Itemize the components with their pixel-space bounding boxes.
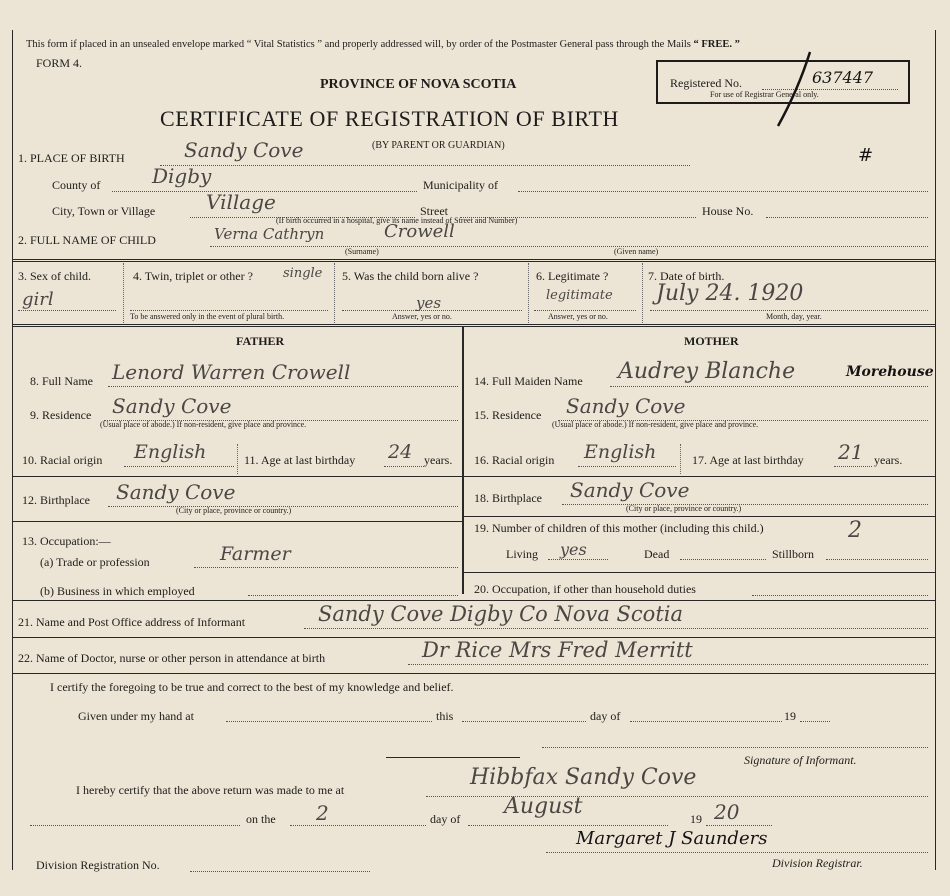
year-line (800, 721, 830, 722)
facts-divider-2 (334, 263, 335, 323)
father-birthplace-rule (12, 521, 462, 522)
child-name-line (210, 246, 928, 247)
father-age-label: 11. Age at last birthday (244, 453, 356, 467)
sex-line (18, 310, 116, 311)
mother-age-value: 21 (838, 440, 864, 464)
doctor-value: Dr Rice Mrs Fred Merritt (422, 638, 693, 662)
child-given-name-value: Verna Cathryn (214, 225, 325, 243)
father-birthplace-note: (City or place, province or country.) (176, 506, 292, 515)
mother-birthplace-rule (462, 516, 935, 517)
father-name-line (108, 386, 458, 387)
stillborn-line (826, 559, 928, 560)
date-of-birth-label: 7. Date of birth. (648, 269, 725, 283)
mother-age-label: 17. Age at last birthday (692, 453, 804, 467)
twin-label: 4. Twin, triplet or other ? (133, 269, 253, 283)
father-age-value: 24 (388, 441, 413, 463)
parents-top-rule-2 (12, 326, 935, 327)
registrar-title: Division Registrar. (772, 856, 863, 870)
mother-birthplace-line (562, 504, 928, 505)
legitimate-value: legitimate (546, 288, 613, 303)
year-value: 20 (714, 800, 740, 824)
informant-line (304, 628, 928, 629)
on-the-value: 2 (316, 801, 329, 825)
registrar-place-line (426, 796, 928, 797)
twin-line (130, 310, 328, 311)
house-number-line (766, 217, 928, 218)
father-racial-line (124, 466, 234, 467)
father-residence-label: 9. Residence (30, 408, 92, 422)
page-title: CERTIFICATE OF REGISTRATION OF BIRTH (160, 106, 619, 131)
father-birthplace-value: Sandy Cove (116, 480, 236, 504)
form-number: FORM 4. (36, 56, 83, 70)
informant-top-rule (12, 600, 935, 601)
informant-signature-line (542, 747, 928, 748)
father-business-line (248, 595, 458, 596)
mother-years-label: years. (874, 453, 903, 467)
mother-racial-line (578, 466, 676, 467)
mother-name-line (610, 386, 928, 387)
father-racial-rule (12, 476, 462, 477)
place-of-birth-value: Sandy Cove (184, 138, 304, 162)
registrar-place-value: Hibbfax Sandy Cove (470, 765, 697, 790)
date-of-birth-value: July 24. 1920 (656, 281, 804, 306)
on-the-line (290, 825, 426, 826)
place-of-birth-line (160, 165, 690, 166)
street-label: Street (420, 204, 448, 218)
father-age-divider (237, 444, 238, 474)
mother-age-line (834, 466, 872, 467)
right-margin-line (935, 30, 936, 870)
month-value: August (504, 794, 583, 819)
year-line-2 (706, 825, 772, 826)
surname-caption: (Surname) (345, 247, 379, 256)
mother-age-divider (680, 444, 681, 474)
mother-children-value: 2 (848, 518, 862, 543)
father-occupation-label: 13. Occupation:— (22, 534, 111, 548)
father-trade-value: Farmer (220, 543, 291, 565)
twin-value: single (283, 266, 323, 281)
alive-label: 5. Was the child born alive ? (342, 269, 479, 283)
certification-statement: I certify the foregoing to be true and correct to the best of my knowledge and belief. (50, 680, 454, 694)
mother-residence-note: (Usual place of abode.) If non-resident, give place and province. (552, 420, 759, 429)
mother-name-label: 14. Full Maiden Name (474, 374, 583, 388)
this-day-line (462, 721, 586, 722)
year-prefix-2: 19 (690, 812, 702, 826)
mother-racial-label: 16. Racial origin (474, 453, 555, 467)
father-residence-note: (Usual place of abode.) If non-resident, give place and province. (100, 420, 307, 429)
dead-line (680, 559, 766, 560)
division-number-line (190, 871, 370, 872)
province-heading: PROVINCE OF NOVA SCOTIA (320, 77, 517, 92)
alive-value: yes (416, 294, 442, 312)
mother-birthplace-note: (City or place, province or country.) (626, 504, 742, 513)
doctor-line (408, 664, 928, 665)
this-label: this (436, 709, 454, 723)
registrar-use-note: For use of Registrar General only. (710, 90, 819, 99)
alive-note: Answer, yes or no. (392, 312, 452, 321)
informant-label: 21. Name and Post Office address of Informant (18, 615, 246, 629)
page-subtitle: (BY PARENT OR GUARDIAN) (372, 140, 505, 151)
informant-signature-caption: Signature of Informant. (744, 753, 857, 767)
mother-name-extra: Morehouse (846, 364, 934, 380)
doctor-rule (12, 673, 935, 674)
mother-birthplace-label: 18. Birthplace (474, 491, 542, 505)
legitimate-note: Answer, yes or no. (548, 312, 608, 321)
father-name-value: Lenord Warren Crowell (112, 360, 351, 384)
living-value: yes (560, 540, 587, 559)
informant-value: Sandy Cove Digby Co Nova Scotia (318, 602, 683, 626)
on-the-label: on the (246, 812, 276, 826)
father-trade-label: (a) Trade or profession (40, 555, 150, 569)
mother-racial-value: English (584, 441, 657, 463)
county-value: Digby (152, 164, 212, 188)
mother-children-rule (462, 572, 935, 573)
sex-label: 3. Sex of child. (18, 269, 91, 283)
municipality-line (518, 191, 928, 192)
year-prefix: 19 (784, 709, 796, 723)
mail-notice: This form if placed in an unsealed envelope marked “ Vital Statistics ” and properly addressed will, by order of the Postmaster General pass through the Mails “ FREE. ” (26, 39, 740, 50)
father-racial-label: 10. Racial origin (22, 453, 103, 467)
living-label: Living (506, 547, 538, 561)
parents-top-rule (12, 324, 935, 325)
child-surname-value: Crowell (384, 221, 455, 242)
father-years-label: years. (424, 453, 453, 467)
facts-divider-1 (123, 263, 124, 323)
child-name-label: 2. FULL NAME OF CHILD (18, 233, 156, 247)
place-of-birth-label: 1. PLACE OF BIRTH (18, 151, 125, 165)
doctor-label: 22. Name of Doctor, nurse or other person in attendance at birth (18, 651, 326, 665)
city-label: City, Town or Village (52, 204, 156, 218)
sex-value: girl (22, 289, 54, 310)
father-age-line (384, 466, 424, 467)
given-name-caption: (Given name) (614, 247, 659, 256)
municipality-label: Municipality of (423, 178, 498, 192)
mother-residence-value: Sandy Cove (566, 394, 686, 418)
registrar-left-line (30, 825, 240, 826)
legitimate-label: 6. Legitimate ? (536, 269, 609, 283)
facts-top-rule (12, 259, 935, 260)
legitimate-line (534, 310, 636, 311)
facts-divider-3 (528, 263, 529, 323)
registered-label: Registered No. (670, 76, 742, 90)
father-racial-value: English (134, 441, 207, 463)
father-name-label: 8. Full Name (30, 374, 93, 388)
date-of-birth-line (650, 310, 928, 311)
mother-name-value: Audrey Blanche (618, 359, 796, 384)
mother-occupation-line (752, 595, 928, 596)
stillborn-label: Stillborn (772, 547, 815, 561)
registered-value: 637447 (812, 68, 874, 87)
mother-birthplace-value: Sandy Cove (570, 478, 690, 502)
father-business-label: (b) Business in which employed (40, 584, 195, 598)
twin-note: To be answered only in the event of plural birth. (130, 312, 285, 321)
dead-label: Dead (644, 547, 670, 561)
registered-slash-mark (770, 50, 820, 130)
father-residence-value: Sandy Cove (112, 394, 232, 418)
facts-divider-4 (642, 263, 643, 323)
parents-center-divider (462, 326, 464, 594)
division-number-label: Division Registration No. (36, 858, 160, 872)
short-divider-rule (386, 757, 520, 758)
month-line-2 (468, 825, 668, 826)
mother-heading: MOTHER (684, 334, 739, 348)
house-number-label: House No. (702, 204, 754, 218)
mother-racial-rule (462, 476, 935, 477)
registrar-statement: I hereby certify that the above return was made to me at (76, 783, 345, 797)
father-birthplace-label: 12. Birthplace (22, 493, 90, 507)
given-under-label: Given under my hand at (78, 709, 194, 723)
father-trade-line (194, 567, 458, 568)
street-note: (If birth occurred in a hospital, give its name instead of Street and Number) (276, 216, 518, 225)
stamp-mark: # (858, 145, 874, 166)
day-of-label-2: day of (430, 812, 461, 826)
given-place-line (226, 721, 432, 722)
month-line (630, 721, 782, 722)
day-of-label: day of (590, 709, 621, 723)
mother-children-label: 19. Number of children of this mother (including this child.) (474, 521, 764, 535)
date-of-birth-note: Month, day, year. (766, 312, 822, 321)
city-value: Village (206, 190, 276, 214)
father-heading: FATHER (236, 334, 285, 348)
registrar-signature-line (546, 852, 928, 853)
mother-residence-label: 15. Residence (474, 408, 542, 422)
facts-top-rule-2 (12, 261, 935, 262)
left-margin-line (12, 30, 13, 870)
mother-occupation-label: 20. Occupation, if other than household duties (474, 582, 696, 596)
county-label: County of (52, 178, 101, 192)
registrar-signature: Margaret J Saunders (576, 828, 768, 849)
